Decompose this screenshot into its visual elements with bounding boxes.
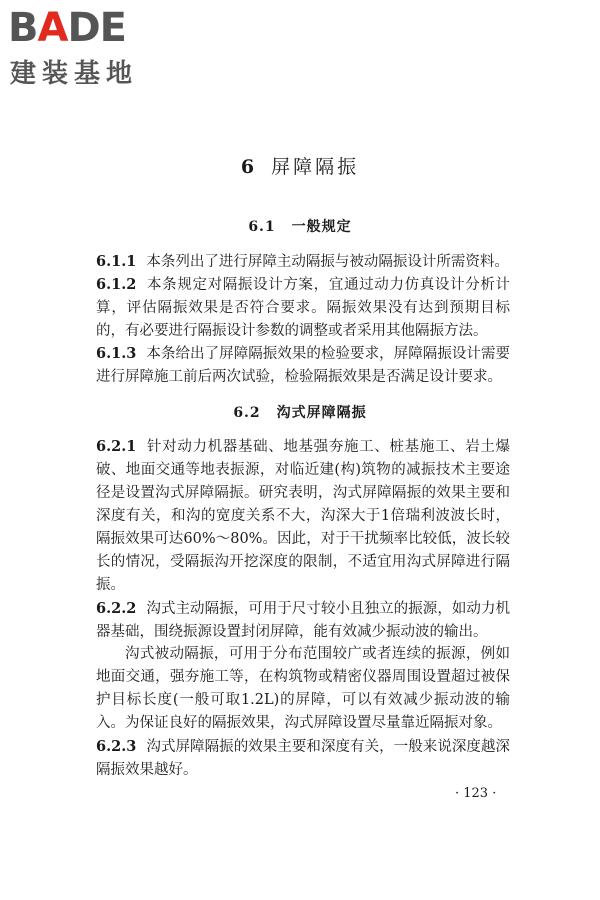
section-title-6-1: 6.1 一般规定 [248,219,352,235]
clause-6-2-1: 6.2.1 针对动力机器基础、地基强夯施工、桩基施工、岩土爆破、地面交通等地表振源，对临近建(构)筑物的减振技术主要途径是设置沟式屏障隔振。研究表明，沟式屏障隔振的效果主要和深度有关，和沟的宽度关系不大，沟深大于1倍瑞利波波长时，隔振效果可达60%～80%。因此，对于干扰频率比较低，波长较长的情况，受隔振沟开挖深度的限制，不适宜用沟式屏障进行隔振。 [96,438,510,593]
logo-wordmark: BADE [8,5,126,51]
page-number: · 123 · [455,786,497,801]
clause-6-1-2: 6.1.2 本条规定对隔振设计方案，宜通过动力仿真设计分析计算，评估隔振效果是否符合要求。隔振效果没有达到预期目标的，有必要进行隔振设计参数的调整或者采用其他隔振方法。 [96,276,510,339]
clause-6-2-2: 6.2.2 沟式主动隔振，可用于尺寸较小且独立的振源，如动力机器基础，围绕振源设置封闭屏障，能有效减少振动波的输出。 [96,600,510,640]
logo-chinese-text: 建装基地 [10,59,139,89]
clause-6-2-3: 6.2.3 沟式屏障隔振的效果主要和深度有关，一般来说深度越深隔振效果越好。 [96,738,510,778]
clause-6-2-2-continued: 沟式被动隔振，可用于分布范围较广或者连续的振源，例如地面交通，强夯施工等，在构筑物或精密仪器周围设置超过被保护目标长度(一般可取1.2L)的屏障，可以有效减少振动波的输入。为保证良好的隔振效果，沟式屏障设置尽量靠近隔振对象。 [96,646,510,731]
clause-6-1-1: 6.1.1 本条列出了进行屏障主动隔振与被动隔振设计所需资料。 [96,253,509,270]
clause-6-1-3: 6.1.3 本条给出了屏障隔振效果的检验要求，屏障隔振设计需要进行屏障施工前后两次试验，检验隔振效果是否满足设计要求。 [96,345,510,385]
section-title-6-2: 6.2 沟式屏障隔振 [233,405,367,421]
bade-logo [8,4,178,94]
chapter-title: 6 屏障隔振 [240,156,360,178]
